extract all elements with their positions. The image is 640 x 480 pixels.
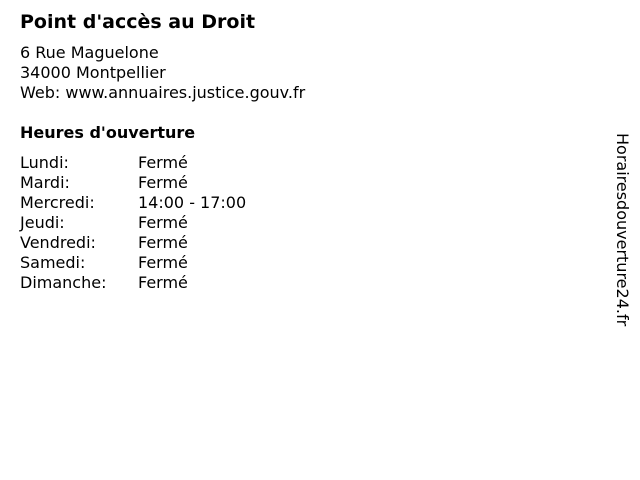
day-hours: Fermé (138, 213, 188, 232)
day-hours: Fermé (138, 273, 188, 292)
address-web: Web: www.annuaires.justice.gouv.fr (20, 83, 306, 102)
site-watermark-text: Horairesdouverture24.fr (613, 133, 632, 327)
day-hours: Fermé (138, 233, 188, 252)
hours-row-sunday (20, 273, 246, 293)
hours-row-saturday (20, 253, 246, 273)
day-label: Mardi: (20, 173, 70, 192)
hours-row-tuesday (20, 173, 246, 193)
day-label: Vendredi: (20, 233, 96, 252)
opening-hours-heading: Heures d'ouverture (20, 123, 196, 142)
opening-hours-table (20, 153, 246, 293)
hours-row-wednesday (20, 193, 246, 213)
day-label: Jeudi: (20, 213, 65, 232)
hours-row-friday (20, 233, 246, 253)
page-title: Point d'accès au Droit (20, 11, 256, 33)
day-label: Samedi: (20, 253, 86, 272)
day-hours: Fermé (138, 153, 188, 172)
day-label: Dimanche: (20, 273, 107, 292)
day-label: Mercredi: (20, 193, 95, 212)
day-hours: 14:00 - 17:00 (138, 193, 247, 212)
day-label: Lundi: (20, 153, 69, 172)
day-hours: Fermé (138, 173, 188, 192)
day-hours: Fermé (138, 253, 188, 272)
site-watermark (612, 133, 632, 348)
address-city: 34000 Montpellier (20, 63, 166, 82)
address-block (20, 43, 305, 103)
hours-row-monday (20, 153, 246, 173)
address-street: 6 Rue Maguelone (20, 43, 159, 62)
hours-row-thursday (20, 213, 246, 233)
